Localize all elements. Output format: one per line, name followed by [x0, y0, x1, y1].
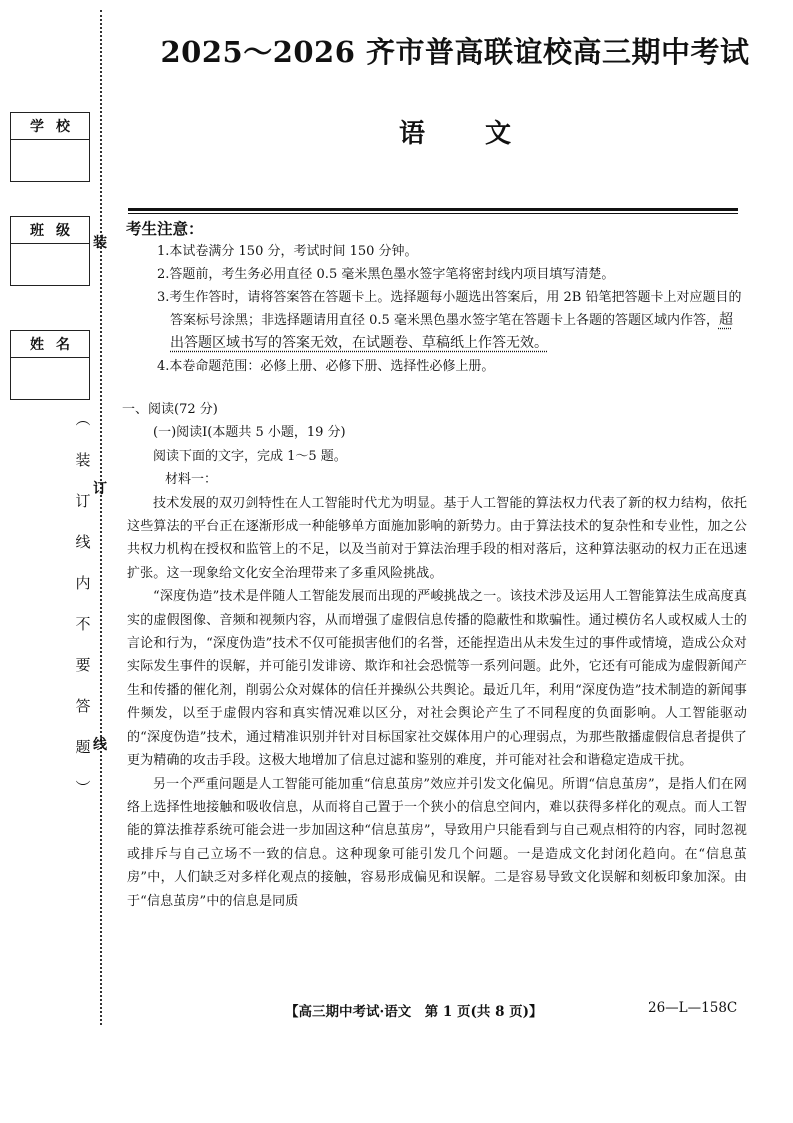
page-footer: 【高三期中考试·语文 第 1 页(共 8 页)】	[285, 1004, 543, 1020]
warning-char: 订	[75, 492, 91, 510]
notice-item: 1.本试卷满分 150 分，考试时间 150 分钟。	[157, 244, 418, 259]
subject-title: 语文	[398, 119, 571, 149]
warning-char: 装	[75, 451, 91, 469]
subsection-heading: (一)阅读Ⅰ(本题共 5 小题，19 分)	[153, 425, 346, 441]
exam-notice	[126, 218, 746, 378]
warning-char: 答	[75, 697, 91, 715]
paragraph: 另一个严重问题是人工智能可能加重“信息茧房”效应并引发文化偏见。所谓“信息茧房”，是指人们在网络上选择性地接触和吸收信息，从而将自己置于一个狭小的信息空间内，难以获得多样化的观点。而人工智能的算法推荐系统可能会进一步加固这种“信息茧房”，导致用户只能看到与自己观点相符的内容，同时忽视或排斥与自己立场不一致的信息。这种现象可能引发几个问题。一是造成文化封闭化趋向。在“信息茧房”中，人们缺乏对多样化观点的接触，容易形成偏见和误解。二是容易导致文化误解和刻板印象加深。由于“信息茧房”中的信息是同质	[127, 776, 747, 909]
paragraph: 技术发展的双刃剑特性在人工智能时代尤为明显。基于人工智能的算法权力代表了新的权力结构，依托这些算法的平台正在逐渐形成一种能够单方面施加影响的新势力。由于算法技术的复杂性和专业性，加之公共权力机构在授权和监管上的不足，以及当前对于算法治理手段的相对落后，这种算法驱动的权力正在迅速扩张。这一现象给文化安全治理带来了多重风险挑战。	[127, 495, 747, 581]
notice-item: 2.答题前，考生务必用直径 0.5 毫米黑色墨水签字笔将密封线内项目填写清楚。	[157, 267, 615, 282]
warning-char: 线	[75, 533, 91, 551]
paragraph: “深度伪造”技术是伴随人工智能发展而出现的严峻挑战之一。该技术涉及运用人工智能算法生成高度真实的虚假图像、音频和视频内容，从而增强了虚假信息传播的隐蔽性和欺骗性。通过模仿名人或权威人士的言论和行为，“深度伪造”技术不仅可能损害他们的名誉，还能捏造出从未发生过的事件或情境，造成公众对实际发生事件的误解，并可能引发诽谤、欺诈和社会恐慌等一系列问题。此外，它还有可能成为虚假新闻产生和传播的催化剂，削弱公众对媒体的信任并操纵公共舆论。最近几年，利用“深度伪造”技术制造的新闻事件频发，以至于虚假内容和真实情况难以区分，对社会舆论产生了不同程度的负面影响。人工智能驱动的“深度伪造”技术，通过精准识别并针对目标国家社交媒体用户的心理弱点，为那些散播虚假信息者提供了更为精确的攻击手段。这极大地增加了信息过滤和鉴别的难度，并可能对社会和谐稳定造成干扰。	[127, 589, 747, 769]
binding-dotted-line	[100, 10, 102, 1025]
warning-char: 不	[75, 615, 91, 633]
name-field-box[interactable]	[10, 330, 90, 400]
notice-title: 考生注意：	[126, 220, 204, 238]
exam-title: 2025～2026 齐市普高联谊校高三期中考试	[160, 35, 750, 69]
warning-char: 要	[75, 656, 91, 674]
binding-warning	[72, 408, 94, 818]
school-field-box[interactable]	[10, 112, 90, 182]
warning-char: 内	[75, 574, 91, 592]
binding-ding: 订	[93, 481, 107, 497]
notice-item: 4.本卷命题范围：必修上册、必修下册、选择性必修上册。	[157, 359, 495, 374]
instruction: 阅读下面的文字，完成 1～5 题。	[153, 448, 347, 464]
warning-char: ︵	[75, 410, 91, 428]
name-label: 姓名	[11, 331, 89, 358]
material-label: 材料一：	[165, 472, 218, 488]
notice-emphasis: 超出答题区域书写的答案无效，在试题卷、草稿纸上作答无效。	[170, 312, 733, 351]
section-heading: 一、阅读(72 分)	[122, 402, 218, 417]
warning-char: 题	[75, 738, 91, 756]
exam-code: 26—L—158C	[648, 1000, 738, 1016]
school-label: 学校	[11, 113, 89, 140]
header-rule	[128, 208, 738, 211]
header-rule-thin	[128, 213, 738, 214]
class-label: 班级	[11, 217, 89, 244]
notice-item-text: 3.考生作答时，请将答案答在答题卡上。选择题每小题选出答案后，用 2B 铅笔把答题卡上对应题目的答案标号涂黑；非选择题请用直径 0.5 毫米黑色墨水签字笔在答题卡上各题的答题区域内作答，	[157, 290, 742, 328]
binding-xian: 线	[93, 737, 107, 753]
reading-section	[122, 398, 747, 913]
class-field-box[interactable]	[10, 216, 90, 286]
notice-item	[126, 286, 746, 355]
binding-zhuang: 装	[93, 235, 107, 251]
warning-char: ︶	[75, 779, 91, 797]
